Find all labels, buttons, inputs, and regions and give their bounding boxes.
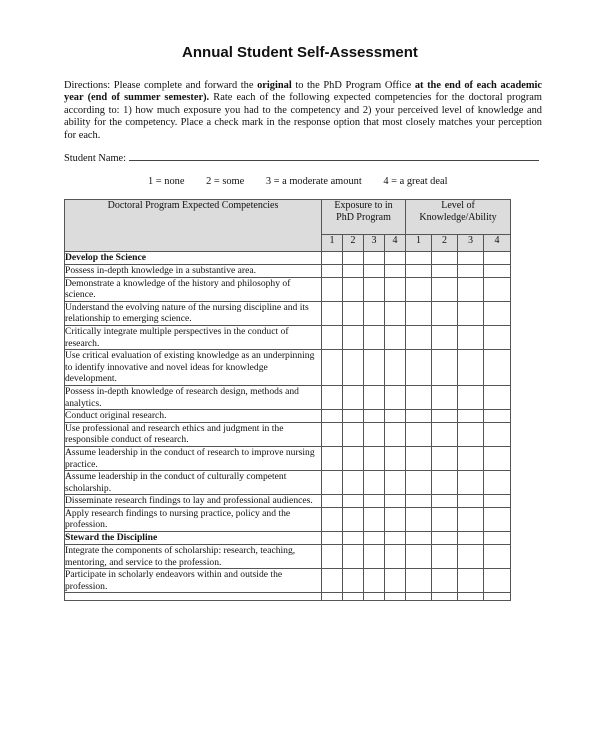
level-check-cell[interactable] <box>432 446 458 470</box>
competency-row <box>65 569 511 593</box>
exposure-check-cell[interactable] <box>364 507 385 531</box>
section-row <box>65 252 511 265</box>
level-check-cell[interactable] <box>484 350 511 386</box>
competency-row <box>65 410 511 423</box>
exposure-check-cell[interactable] <box>343 277 364 301</box>
rating-cell[interactable] <box>432 252 458 265</box>
directions-text-1: Directions: Please complete and forward the <box>64 80 258 91</box>
level-check-cell[interactable] <box>406 301 432 325</box>
exposure-check-cell[interactable] <box>322 410 343 423</box>
competency-text: Conduct original research. <box>65 410 322 423</box>
exposure-num: 2 <box>343 235 364 252</box>
level-check-cell[interactable] <box>484 446 511 470</box>
exposure-check-cell[interactable] <box>385 422 406 446</box>
exposure-check-cell[interactable] <box>343 507 364 531</box>
empty-cell <box>432 593 458 601</box>
rating-cell[interactable] <box>364 532 385 545</box>
scale-item: 2 = some <box>206 176 245 187</box>
exposure-check-cell[interactable] <box>343 569 364 593</box>
level-check-cell[interactable] <box>406 569 432 593</box>
level-header-line2: Knowledge/Ability <box>419 212 497 223</box>
level-check-cell[interactable] <box>458 422 484 446</box>
exposure-check-cell[interactable] <box>364 446 385 470</box>
competency-text: Participate in scholarly endeavors within and outside the profession. <box>65 569 322 593</box>
student-name-row <box>64 151 542 164</box>
empty-cell <box>484 593 511 601</box>
level-check-cell[interactable] <box>458 545 484 569</box>
level-check-cell[interactable] <box>484 545 511 569</box>
level-check-cell[interactable] <box>406 265 432 278</box>
rating-cell[interactable] <box>322 532 343 545</box>
exposure-check-cell[interactable] <box>364 385 385 409</box>
empty-cell <box>406 593 432 601</box>
rating-cell[interactable] <box>484 532 511 545</box>
exposure-check-cell[interactable] <box>322 422 343 446</box>
competency-row <box>65 446 511 470</box>
exposure-check-cell[interactable] <box>364 277 385 301</box>
exposure-check-cell[interactable] <box>364 471 385 495</box>
exposure-check-cell[interactable] <box>364 422 385 446</box>
empty-cell <box>322 593 343 601</box>
level-check-cell[interactable] <box>484 325 511 349</box>
exposure-num: 1 <box>322 235 343 252</box>
exposure-check-cell[interactable] <box>322 446 343 470</box>
exposure-check-cell[interactable] <box>364 545 385 569</box>
level-check-cell[interactable] <box>406 325 432 349</box>
section-title: Develop the Science <box>65 252 322 265</box>
competency-text: Assume leadership in the conduct of research to improve nursing practice. <box>65 446 322 470</box>
exposure-check-cell[interactable] <box>385 495 406 508</box>
empty-cell <box>385 593 406 601</box>
level-check-cell[interactable] <box>484 569 511 593</box>
rating-cell[interactable] <box>343 532 364 545</box>
level-check-cell[interactable] <box>406 385 432 409</box>
exposure-check-cell[interactable] <box>385 277 406 301</box>
level-check-cell[interactable] <box>406 495 432 508</box>
level-check-cell[interactable] <box>432 471 458 495</box>
level-check-cell[interactable] <box>432 277 458 301</box>
directions-text-2: to the PhD Program Office <box>291 80 415 91</box>
level-num: 2 <box>432 235 458 252</box>
exposure-check-cell[interactable] <box>385 385 406 409</box>
exposure-check-cell[interactable] <box>364 325 385 349</box>
level-check-cell[interactable] <box>484 507 511 531</box>
level-check-cell[interactable] <box>432 495 458 508</box>
competency-row <box>65 350 511 386</box>
level-check-cell[interactable] <box>406 277 432 301</box>
empty-cell <box>458 593 484 601</box>
exposure-check-cell[interactable] <box>364 265 385 278</box>
level-check-cell[interactable] <box>432 301 458 325</box>
exposure-check-cell[interactable] <box>343 265 364 278</box>
exposure-check-cell[interactable] <box>343 471 364 495</box>
rating-cell[interactable] <box>343 252 364 265</box>
competency-row <box>65 471 511 495</box>
exposure-check-cell[interactable] <box>343 495 364 508</box>
exposure-check-cell[interactable] <box>343 350 364 386</box>
exposure-check-cell[interactable] <box>343 446 364 470</box>
exposure-num: 4 <box>385 235 406 252</box>
exposure-header <box>322 200 406 235</box>
exposure-check-cell[interactable] <box>364 495 385 508</box>
exposure-check-cell[interactable] <box>343 545 364 569</box>
exposure-check-cell[interactable] <box>343 301 364 325</box>
level-check-cell[interactable] <box>458 471 484 495</box>
exposure-check-cell[interactable] <box>343 385 364 409</box>
directions-bold-original: original <box>257 80 292 91</box>
exposure-check-cell[interactable] <box>343 422 364 446</box>
exposure-check-cell[interactable] <box>322 325 343 349</box>
level-check-cell[interactable] <box>432 410 458 423</box>
level-check-cell[interactable] <box>484 265 511 278</box>
directions-paragraph <box>64 80 542 142</box>
exposure-check-cell[interactable] <box>343 410 364 423</box>
competency-row <box>65 545 511 569</box>
level-check-cell[interactable] <box>432 265 458 278</box>
competency-row <box>65 265 511 278</box>
level-check-cell[interactable] <box>484 422 511 446</box>
empty-cell <box>65 593 322 601</box>
level-check-cell[interactable] <box>458 507 484 531</box>
level-check-cell[interactable] <box>432 325 458 349</box>
exposure-check-cell[interactable] <box>385 569 406 593</box>
rating-cell[interactable] <box>432 532 458 545</box>
exposure-check-cell[interactable] <box>322 495 343 508</box>
rating-scale-legend <box>148 176 467 187</box>
competency-text: Demonstrate a knowledge of the history and philosophy of science. <box>65 277 322 301</box>
competency-text: Apply research findings to nursing practice, policy and the profession. <box>65 507 322 531</box>
competency-text: Critically integrate multiple perspectives in the conduct of research. <box>65 325 322 349</box>
level-check-cell[interactable] <box>432 569 458 593</box>
level-check-cell[interactable] <box>458 569 484 593</box>
level-check-cell[interactable] <box>432 385 458 409</box>
level-check-cell[interactable] <box>432 350 458 386</box>
level-check-cell[interactable] <box>458 446 484 470</box>
level-check-cell[interactable] <box>458 265 484 278</box>
level-check-cell[interactable] <box>458 495 484 508</box>
level-num: 1 <box>406 235 432 252</box>
rating-cell[interactable] <box>364 252 385 265</box>
exposure-check-cell[interactable] <box>385 446 406 470</box>
competency-text: Assume leadership in the conduct of culturally competent scholarship. <box>65 471 322 495</box>
exposure-header-line1: Exposure to in <box>334 200 393 211</box>
level-check-cell[interactable] <box>484 301 511 325</box>
level-header-line1: Level of <box>441 200 475 211</box>
exposure-check-cell[interactable] <box>343 325 364 349</box>
scale-item: 3 = a moderate amount <box>265 176 362 187</box>
section-row <box>65 532 511 545</box>
exposure-check-cell[interactable] <box>322 545 343 569</box>
exposure-check-cell[interactable] <box>364 569 385 593</box>
competency-text: Integrate the components of scholarship: research, teaching, mentoring, and service to the profession. <box>65 545 322 569</box>
exposure-check-cell[interactable] <box>385 471 406 495</box>
rating-cell[interactable] <box>385 532 406 545</box>
competency-text: Use professional and research ethics and judgment in the responsible conduct of research. <box>65 422 322 446</box>
exposure-check-cell[interactable] <box>364 301 385 325</box>
rating-cell[interactable] <box>406 252 432 265</box>
level-check-cell[interactable] <box>484 277 511 301</box>
directions-text-3: Rate each of the following expected competencies for the doctoral program according to: 1) how much exposure you had to the competency and 2) your perceived level of knowledge and ability for the competency. Place a check mark in the response option that most closely matches your perception for each. <box>64 92 542 141</box>
level-check-cell[interactable] <box>432 545 458 569</box>
level-check-cell[interactable] <box>406 507 432 531</box>
level-num: 4 <box>484 235 511 252</box>
exposure-check-cell[interactable] <box>364 350 385 386</box>
level-check-cell[interactable] <box>458 301 484 325</box>
exposure-check-cell[interactable] <box>322 265 343 278</box>
competency-text: Disseminate research findings to lay and professional audiences. <box>65 495 322 508</box>
student-name-label: Student Name: <box>64 153 127 164</box>
empty-cell <box>364 593 385 601</box>
competency-header: Doctoral Program Expected Competencies <box>65 200 322 252</box>
exposure-check-cell[interactable] <box>385 301 406 325</box>
exposure-header-line2: PhD Program <box>336 212 391 223</box>
exposure-check-cell[interactable] <box>385 265 406 278</box>
competency-row <box>65 422 511 446</box>
exposure-check-cell[interactable] <box>385 350 406 386</box>
level-num: 3 <box>458 235 484 252</box>
document-title: Annual Student Self-Assessment <box>182 44 418 61</box>
scale-item: 1 = none <box>148 176 185 187</box>
rating-cell[interactable] <box>385 252 406 265</box>
exposure-check-cell[interactable] <box>385 325 406 349</box>
level-check-cell[interactable] <box>406 410 432 423</box>
level-check-cell[interactable] <box>432 422 458 446</box>
section-title: Steward the Discipline <box>65 532 322 545</box>
exposure-check-cell[interactable] <box>322 569 343 593</box>
competency-row <box>65 301 511 325</box>
level-check-cell[interactable] <box>406 471 432 495</box>
competency-row <box>65 507 511 531</box>
exposure-check-cell[interactable] <box>385 545 406 569</box>
level-check-cell[interactable] <box>458 350 484 386</box>
table-row-continued <box>65 593 511 601</box>
empty-cell <box>343 593 364 601</box>
exposure-check-cell[interactable] <box>364 410 385 423</box>
level-check-cell[interactable] <box>458 410 484 423</box>
level-check-cell[interactable] <box>432 507 458 531</box>
competency-text: Use critical evaluation of existing knowledge as an underpinning to identify innovative and novel ideas for knowledge development. <box>65 350 322 386</box>
competency-row <box>65 385 511 409</box>
level-check-cell[interactable] <box>458 385 484 409</box>
rating-cell[interactable] <box>484 252 511 265</box>
competency-row <box>65 325 511 349</box>
exposure-check-cell[interactable] <box>322 350 343 386</box>
level-check-cell[interactable] <box>484 471 511 495</box>
level-check-cell[interactable] <box>458 277 484 301</box>
rating-cell[interactable] <box>322 252 343 265</box>
exposure-check-cell[interactable] <box>385 410 406 423</box>
exposure-check-cell[interactable] <box>385 507 406 531</box>
rating-cell[interactable] <box>406 532 432 545</box>
directions-bold-deadline: at the end of each academic year (end of summer semester). <box>64 80 542 104</box>
scale-item: 4 = a great deal <box>383 176 448 187</box>
exposure-check-cell[interactable] <box>322 471 343 495</box>
competency-text: Understand the evolving nature of the nursing discipline and its relationship to emerging science. <box>65 301 322 325</box>
level-check-cell[interactable] <box>406 545 432 569</box>
level-check-cell[interactable] <box>406 422 432 446</box>
competency-row <box>65 277 511 301</box>
competency-table <box>64 199 511 601</box>
level-check-cell[interactable] <box>484 385 511 409</box>
exposure-check-cell[interactable] <box>322 385 343 409</box>
exposure-check-cell[interactable] <box>322 301 343 325</box>
level-check-cell[interactable] <box>458 325 484 349</box>
level-check-cell[interactable] <box>406 446 432 470</box>
exposure-check-cell[interactable] <box>322 507 343 531</box>
level-header <box>406 200 511 235</box>
competency-text: Possess in-depth knowledge in a substantive area. <box>65 265 322 278</box>
exposure-check-cell[interactable] <box>322 277 343 301</box>
student-name-field[interactable] <box>129 151 539 161</box>
exposure-num: 3 <box>364 235 385 252</box>
level-check-cell[interactable] <box>484 410 511 423</box>
competency-row <box>65 495 511 508</box>
rating-cell[interactable] <box>458 252 484 265</box>
rating-cell[interactable] <box>458 532 484 545</box>
level-check-cell[interactable] <box>406 350 432 386</box>
level-check-cell[interactable] <box>484 495 511 508</box>
competency-text: Possess in-depth knowledge of research design, methods and analytics. <box>65 385 322 409</box>
